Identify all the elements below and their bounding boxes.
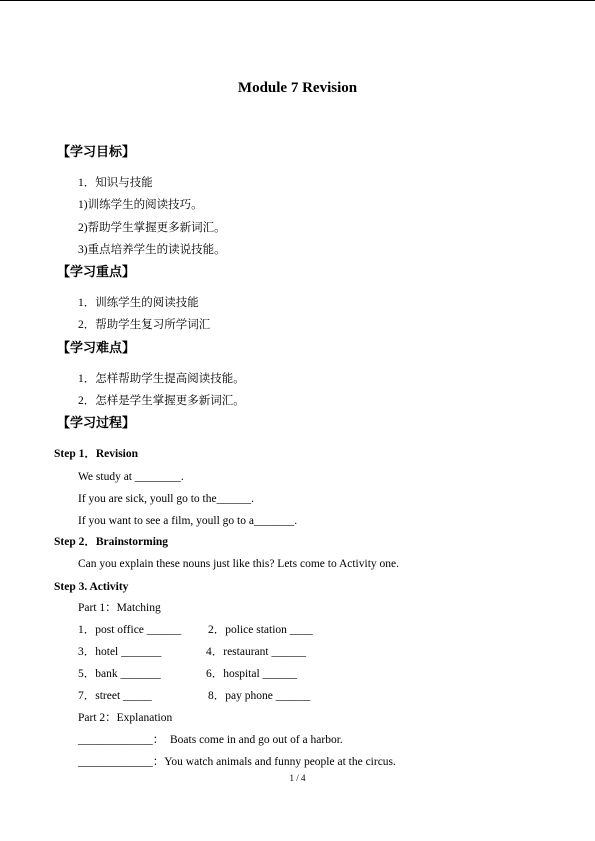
page-title: Module 7 Revision bbox=[237, 80, 358, 96]
step2-heading: Step 2．Brainstorming bbox=[54, 536, 169, 548]
step1-line: If you are sick, youll go to the______. bbox=[78, 493, 254, 505]
goal-item: 1)训练学生的阅读技巧。 bbox=[78, 199, 203, 211]
part2-label: Part 2：Explanation bbox=[78, 712, 173, 724]
matching-item: 8．pay phone ______ bbox=[208, 690, 311, 702]
page-number: 1 / 4 bbox=[289, 773, 306, 783]
step1-heading: Step 1．Revision bbox=[54, 448, 139, 460]
matching-item: 6．hospital ______ bbox=[206, 668, 298, 680]
goal-item: 2)帮助学生掌握更多新词汇。 bbox=[78, 222, 226, 234]
goal-item: 3)重点培养学生的读说技能。 bbox=[78, 244, 226, 256]
keypoint-item: 1．训练学生的阅读技能 bbox=[78, 297, 199, 309]
step2-line: Can you explain these nouns just like this? Lets come to Activity one. bbox=[78, 558, 399, 570]
keypoint-item: 2．帮助学生复习所学词汇 bbox=[78, 319, 211, 331]
matching-item: 2．police station ____ bbox=[208, 624, 313, 636]
step3-heading: Step 3. Activity bbox=[54, 581, 129, 593]
step1-line: If you want to see a film, youll go to a_______. bbox=[78, 515, 298, 527]
top-border-line bbox=[0, 0, 595, 1]
matching-item: 1．post office ______ bbox=[78, 624, 182, 636]
matching-item: 5．bank _______ bbox=[78, 668, 161, 680]
difficulties-heading: 【学习难点】 bbox=[57, 341, 136, 356]
matching-item: 3．hotel _______ bbox=[78, 646, 162, 658]
goals-heading: 【学习目标】 bbox=[57, 145, 136, 160]
step1-line: We study at ________. bbox=[78, 471, 184, 483]
matching-item: 7．street _____ bbox=[78, 690, 152, 702]
part1-label: Part 1：Matching bbox=[78, 602, 161, 614]
explanation-line: _____________： Boats come in and go out of a harbor. bbox=[78, 734, 343, 746]
difficulty-item: 1．怎样帮助学生提高阅读技能。 bbox=[78, 373, 245, 385]
keypoints-heading: 【学习重点】 bbox=[57, 265, 136, 280]
goal-item: 1．知识与技能 bbox=[78, 177, 153, 189]
matching-item: 4．restaurant ______ bbox=[206, 646, 306, 658]
difficulty-item: 2．怎样是学生掌握更多新词汇。 bbox=[78, 395, 245, 407]
explanation-line: _____________：You watch animals and funny people at the circus. bbox=[78, 756, 396, 768]
process-heading: 【学习过程】 bbox=[57, 416, 136, 431]
